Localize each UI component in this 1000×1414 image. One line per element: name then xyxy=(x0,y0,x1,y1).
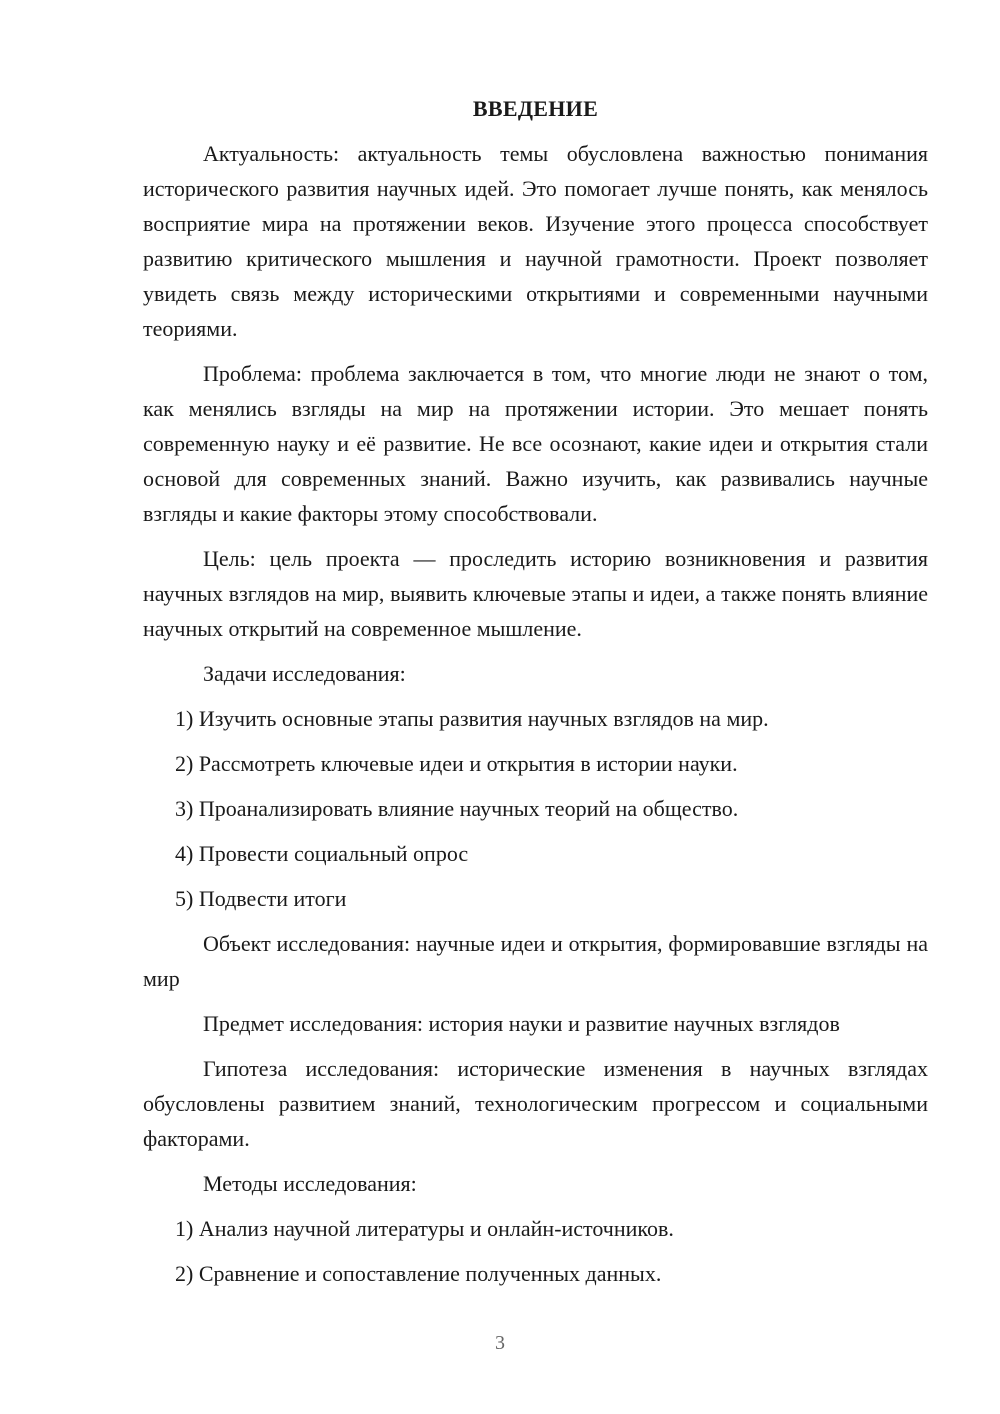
list-item: 1) Изучить основные этапы развития научных взглядов на мир. xyxy=(175,706,769,731)
list-item: 2) Рассмотреть ключевые идеи и открытия в истории науки. xyxy=(175,751,738,776)
document-page xyxy=(143,92,928,1301)
methods-list xyxy=(143,1211,928,1291)
problem-paragraph: Проблема: проблема заключается в том, что многие люди не знают о том, как менялись взгляды на мир на протяжении истории. Это мешает понять современную науку и её развитие. Не все осознают, какие идеи и открытия стали основой для современных знаний. Важно изучить, как развивались научные взгляды и какие факторы этому способствовали. xyxy=(143,361,928,526)
hypothesis-paragraph: Гипотеза исследования: исторические изменения в научных взглядах обусловлены развитием знаний, технологическим прогрессом и социальными факторами. xyxy=(143,1056,928,1151)
list-item: 4) Провести социальный опрос xyxy=(175,841,469,866)
object-paragraph: Объект исследования: научные идеи и открытия, формировавшие взгляды на мир xyxy=(143,931,928,991)
list-item: 1) Анализ научной литературы и онлайн-источников. xyxy=(175,1216,674,1241)
subject-paragraph: Предмет исследования: история науки и развитие научных взглядов xyxy=(203,1011,840,1036)
document-title: ВВЕДЕНИЕ xyxy=(472,96,599,121)
relevance-paragraph: Актуальность: актуальность темы обусловлена важностью понимания исторического развития научных идей. Это помогает лучше понять, как менялось восприятие мира на протяжении веков. Изучение этого процесса способствует развитию критического мышления и научной грамотности. Проект позволяет увидеть связь между историческими открытиями и современными научными теориями. xyxy=(143,141,928,341)
list-item: 5) Подвести итоги xyxy=(175,886,347,911)
list-item: 3) Проанализировать влияние научных теорий на общество. xyxy=(175,796,739,821)
tasks-heading: Задачи исследования: xyxy=(203,661,406,686)
methods-heading: Методы исследования: xyxy=(203,1171,417,1196)
list-item: 2) Сравнение и сопоставление полученных данных. xyxy=(175,1261,662,1286)
goal-paragraph: Цель: цель проекта — проследить историю возникновения и развития научных взглядов на мир, выявить ключевые этапы и идеи, а также понять влияние научных открытий на современное мышление. xyxy=(143,546,928,641)
page-number: 3 xyxy=(495,1332,505,1354)
tasks-list xyxy=(143,701,928,916)
